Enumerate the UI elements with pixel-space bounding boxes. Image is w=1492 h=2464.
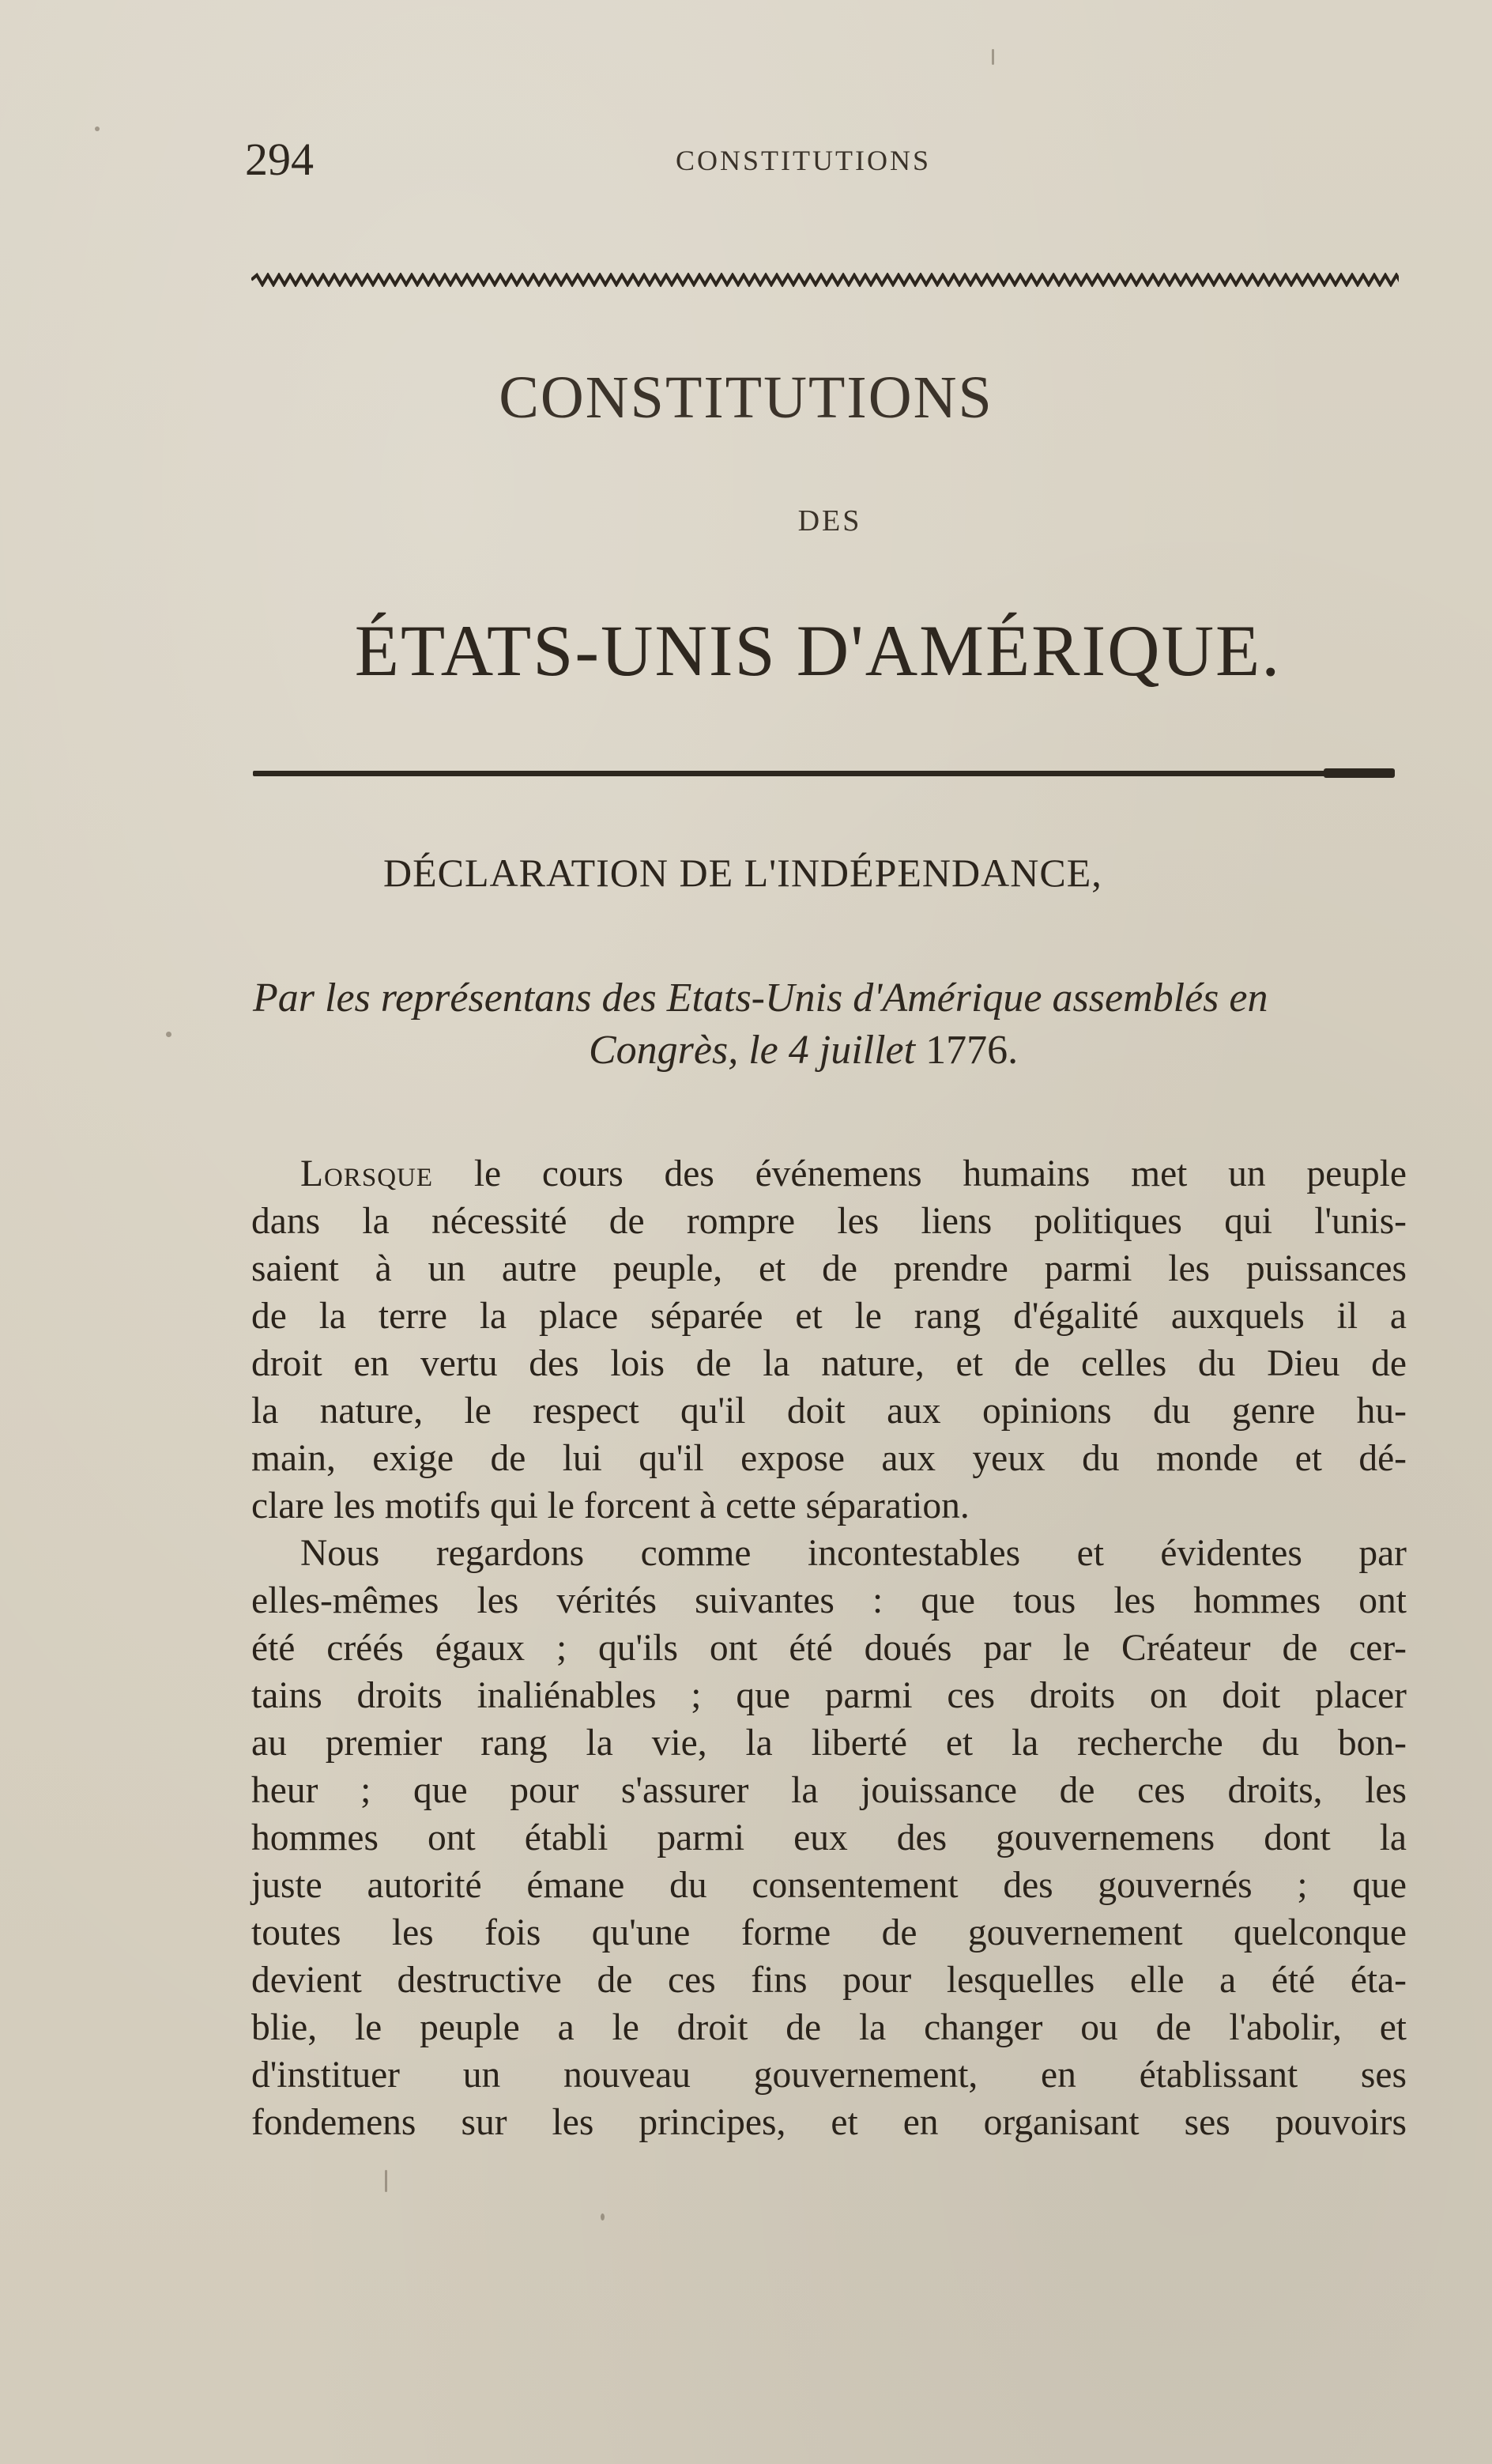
paragraph-2-line: juste autorité émane du consentement des gouvernés ; que bbox=[251, 1865, 1407, 1906]
paragraph-2-line-1-text: Nous regardons comme incontestables et évidentes par bbox=[300, 1533, 1407, 1574]
paragraph-2-line: fondemens sur les principes, et en organisant ses pouvoirs bbox=[251, 2102, 1407, 2143]
title-divider-rule bbox=[253, 771, 1395, 776]
paragraph-1-line: main, exige de lui qu'il expose aux yeux du monde et dé- bbox=[251, 1438, 1407, 1479]
subtitle-line-2 bbox=[253, 1024, 1407, 1077]
paragraph-2-line: toutes les fois qu'une forme de gouvernement quelconque bbox=[251, 1912, 1407, 1953]
paper-speck bbox=[601, 2213, 605, 2221]
paragraph-2-line: elles-mêmes les vérités suivantes : que tous les hommes ont bbox=[251, 1580, 1407, 1621]
paragraph-2-line: heur ; que pour s'assurer la jouissance de ces droits, les bbox=[251, 1770, 1407, 1811]
paragraph-2-line: d'instituer un nouveau gouvernement, en établissant ses bbox=[251, 2055, 1407, 2096]
running-title: CONSTITUTIONS bbox=[676, 145, 931, 176]
subtitle-line-1: Par les représentans des Etats-Unis d'Amérique assemblés en bbox=[253, 975, 1268, 1021]
paragraph-1-line-1-text: le cours des événemens humains met un peuple bbox=[473, 1153, 1407, 1194]
paper-speck bbox=[385, 2170, 387, 2192]
paragraph-1-first-word: Lorsque bbox=[300, 1153, 434, 1194]
page-number: 294 bbox=[245, 134, 314, 185]
paragraph-2-line bbox=[251, 1530, 1407, 1577]
subtitle-year: 1776. bbox=[925, 1028, 1019, 1073]
paragraph-1-line bbox=[251, 1150, 1407, 1198]
paragraph-1-line: la nature, le respect qu'il doit aux opinions du genre hu- bbox=[251, 1390, 1407, 1432]
paragraph-2-line: été créés égaux ; qu'ils ont été doués par le Créateur de cer- bbox=[251, 1628, 1407, 1669]
subtitle-date: Congrès, le 4 juillet bbox=[589, 1028, 916, 1073]
paragraph-2-line: tains droits inaliénables ; que parmi ces droits on doit placer bbox=[251, 1675, 1407, 1716]
paragraph-1-line: dans la nécessité de rompre les liens politiques qui l'unis- bbox=[251, 1201, 1407, 1242]
paragraph-1-line: saient à un autre peuple, et de prendre parmi les puissances bbox=[251, 1248, 1407, 1289]
section-heading: DÉCLARATION DE L'INDÉPENDANCE, bbox=[383, 851, 1102, 895]
paper-speck bbox=[166, 1032, 171, 1037]
paragraph-1-line: droit en vertu des lois de la nature, et de celles du Dieu de bbox=[251, 1343, 1407, 1384]
section-subtitle bbox=[253, 972, 1407, 1077]
paragraph-1-line: clare les motifs qui le forcent à cette séparation. bbox=[251, 1485, 970, 1526]
title-country: ÉTATS-UNIS D'AMÉRIQUE. bbox=[354, 610, 1282, 691]
paragraph-2-line: au premier rang la vie, la liberté et la recherche du bon- bbox=[251, 1723, 1407, 1764]
running-head bbox=[245, 133, 1383, 188]
paragraph-2-line: blie, le peuple a le droit de la changer ou de l'abolir, et bbox=[251, 2007, 1407, 2048]
paper-speck bbox=[992, 49, 994, 65]
paper-speck bbox=[95, 126, 100, 131]
paragraph-1-line: de la terre la place séparée et le rang d'égalité auxquels il a bbox=[251, 1296, 1407, 1337]
paragraph-2-line: devient destructive de ces fins pour lesquelles elle a été éta- bbox=[251, 1960, 1407, 2001]
body-text bbox=[251, 1150, 1407, 2146]
paragraph-2-line: hommes ont établi parmi eux des gouvernemens dont la bbox=[251, 1817, 1407, 1858]
title-constitutions: CONSTITUTIONS bbox=[499, 364, 993, 431]
title-des: DES bbox=[797, 504, 862, 538]
wavy-rule-ornament bbox=[251, 273, 1399, 287]
